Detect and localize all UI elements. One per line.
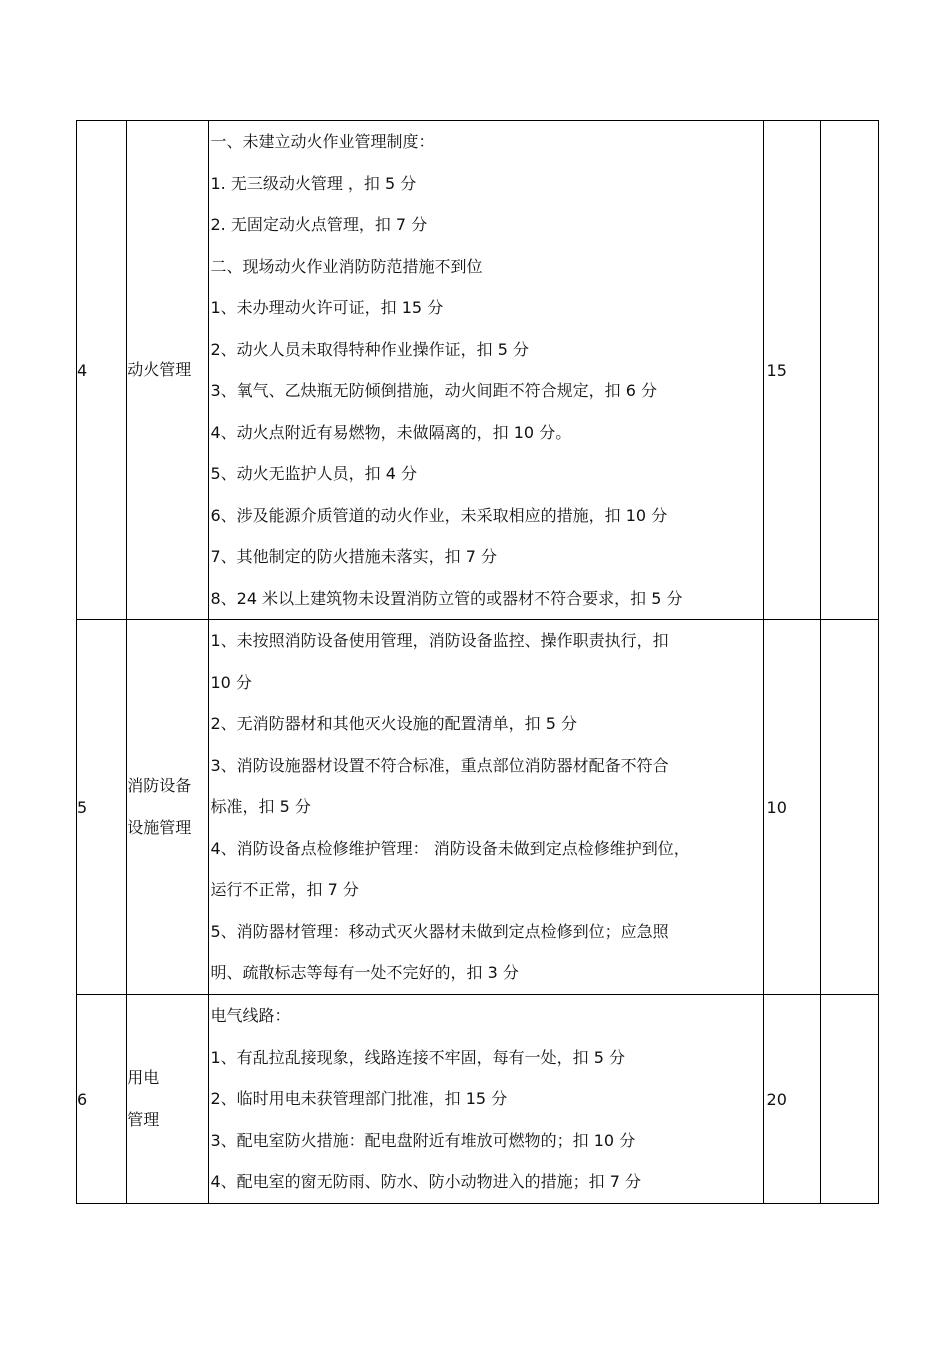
criteria-line: 标准，扣 5 分: [210, 797, 311, 816]
blank-cell: [820, 620, 878, 995]
item-name-line: 用电: [127, 1068, 160, 1087]
criteria-line: 3、消防设施器材设置不符合标准，重点部位消防器材配备不符合: [210, 755, 669, 775]
criteria-line: 7、其他制定的防火措施未落实，扣 7 分: [210, 547, 498, 566]
item-name-line: 消防设备: [127, 776, 192, 795]
criteria-line: 1. 无三级动火管理 ，扣 5 分: [210, 173, 417, 193]
row-number: 6: [77, 995, 127, 1204]
max-score: 15: [763, 121, 820, 620]
blank-cell: [820, 995, 878, 1204]
item-name: [127, 121, 209, 620]
item-name-line: 设施管理: [127, 818, 192, 837]
deduction-criteria: [209, 620, 763, 995]
criteria-line: 2、临时用电未获管理部门批准，扣 15 分: [210, 1089, 508, 1108]
criteria-line: 明、疏散标志等每有一处不完好的，扣 3 分: [210, 963, 519, 982]
table-row: [77, 995, 879, 1204]
criteria-line: 4、消防设备点检修维护管理： 消防设备未做到定点检修维护到位，: [210, 838, 690, 858]
criteria-line: 8、24 米以上建筑物未设置消防立管的或器材不符合要求，扣 5 分: [210, 588, 683, 608]
criteria-line: 1、有乱拉乱接现象，线路连接不牢固，每有一处，扣 5 分: [210, 1047, 626, 1067]
table-row: [77, 620, 879, 995]
inspection-table-page: [76, 120, 879, 1204]
blank-cell: [820, 121, 878, 620]
deduction-criteria: [209, 995, 763, 1204]
criteria-line: 2、无消防器材和其他灭火设施的配置清单，扣 5 分: [210, 714, 578, 733]
criteria-line: 4、配电室的窗无防雨、防水、防小动物进入的措施；扣 7 分: [210, 1172, 642, 1191]
criteria-line: 电气线路：: [210, 1006, 291, 1025]
criteria-line: 5、动火无监护人员，扣 4 分: [210, 464, 418, 483]
criteria-line: 运行不正常，扣 7 分: [210, 880, 359, 899]
max-score: 20: [763, 995, 820, 1204]
criteria-line: 6、涉及能源介质管道的动火作业，未采取相应的措施，扣 10 分: [210, 505, 668, 525]
criteria-line: 二、现场动火作业消防防范措施不到位: [210, 256, 483, 276]
criteria-line: 3、氧气、乙炔瓶无防倾倒措施，动火间距不符合规定，扣 6 分: [210, 381, 658, 400]
criteria-line: 1、未按照消防设备使用管理，消防设备监控、操作职责执行，扣: [210, 631, 669, 650]
item-name: [127, 620, 209, 995]
criteria-line: 2. 无固定动火点管理，扣 7 分: [210, 215, 428, 234]
deduction-criteria: [209, 121, 763, 620]
criteria-line: 3、配电室防火措施：配电盘附近有堆放可燃物的；扣 10 分: [210, 1130, 636, 1150]
item-name: [127, 995, 209, 1204]
criteria-line: 5、消防器材管理：移动式灭火器材未做到定点检修到位；应急照: [210, 921, 669, 941]
max-score: 10: [763, 620, 820, 995]
criteria-line: 一、未建立动火作业管理制度：: [210, 132, 435, 151]
criteria-line: 4、动火点附近有易燃物，未做隔离的，扣 10 分。: [210, 422, 572, 442]
criteria-line: 1、未办理动火许可证，扣 15 分: [210, 298, 444, 317]
row-number: 4: [77, 121, 127, 620]
item-name-line: 动火管理: [127, 360, 192, 379]
row-number: 5: [77, 620, 127, 995]
criteria-line: 2、动火人员未取得特种作业操作证，扣 5 分: [210, 339, 530, 359]
item-name-line: 管理: [127, 1110, 160, 1129]
table-row: [77, 121, 879, 620]
criteria-line: 10 分: [210, 672, 252, 692]
fire-safety-scoring-table: [76, 120, 879, 1204]
